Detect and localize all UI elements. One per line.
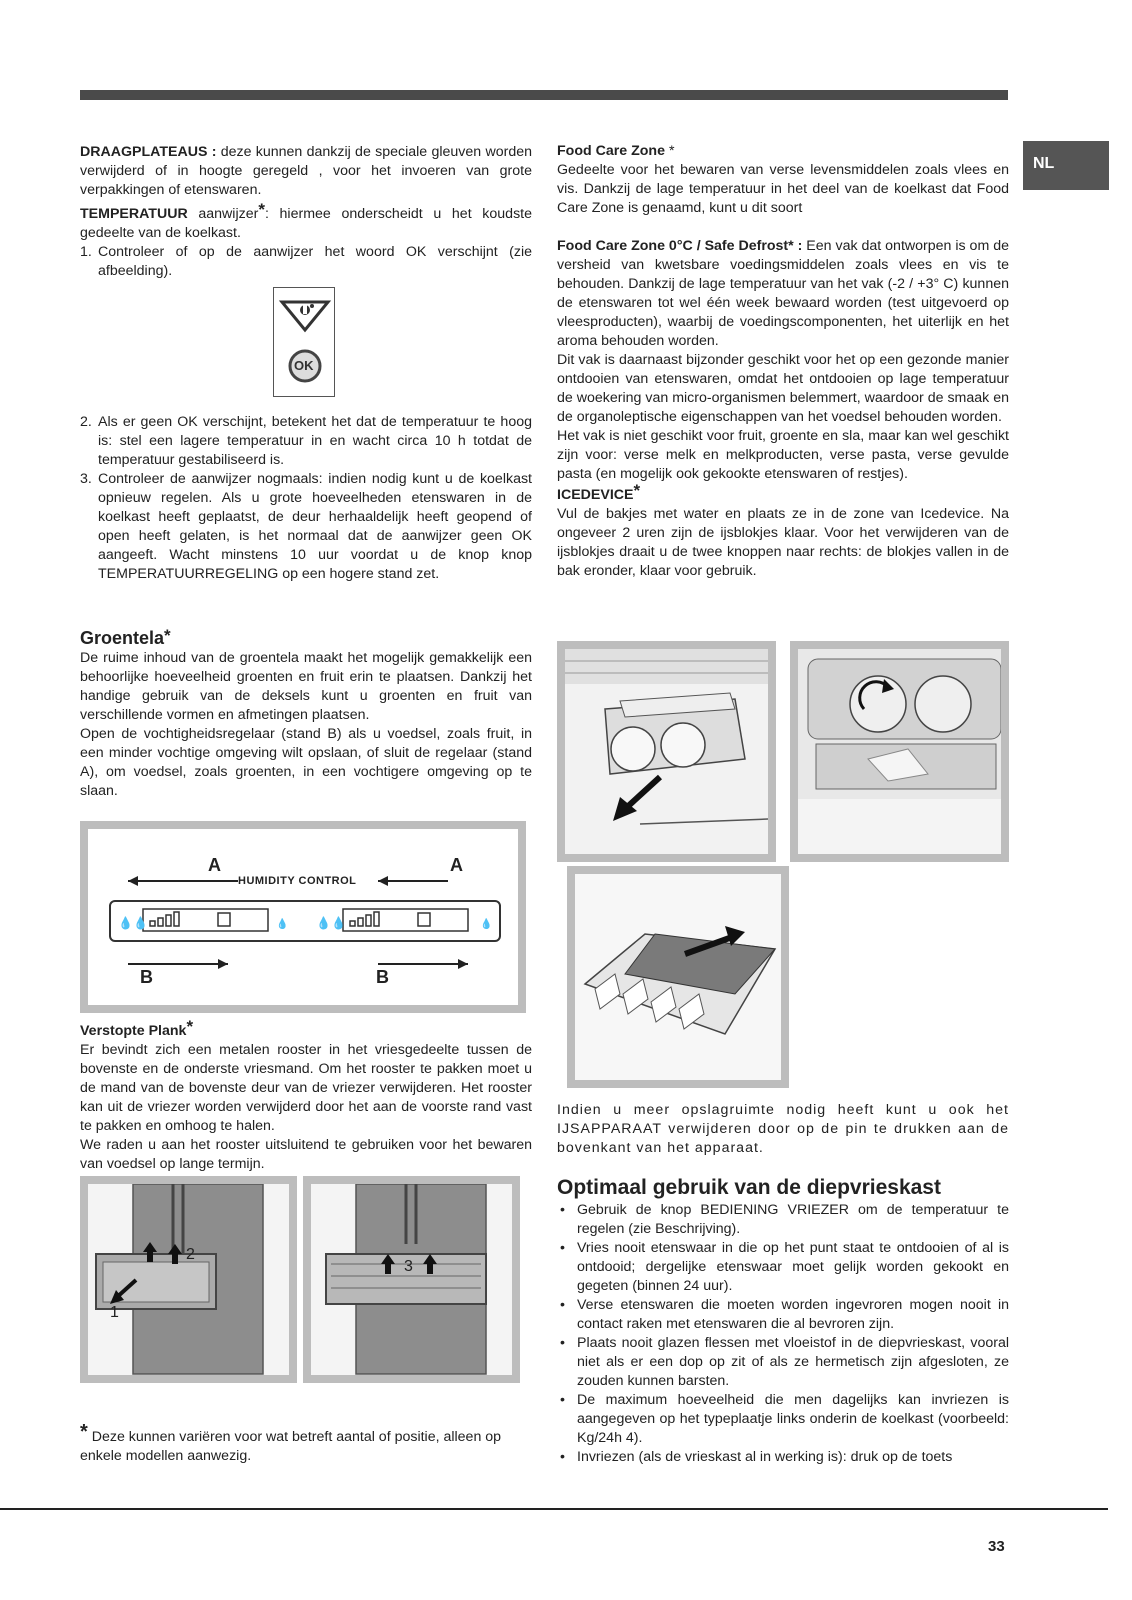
fcz-paragraph: Gedeelte voor het bewaren van verse levensmiddelen zoals vlees en vis. Dankzij de lage temperatuur in het deel van de koelkast dat Food Care Zone is genaamd, kunt u dit soort (557, 162, 1009, 216)
fcz0-paragraph-2: Dit vak is daarnaast bijzonder geschikt voor het op een gezonde manier ontdooien van etenswaren, omdat het ontdooien op lage temperatuur de woekering van micro-organismen belemmert, waardoor de smaak en de organoleptische eigenschappen van het voedsel behouden worden. (557, 352, 1009, 425)
verstopte-section (80, 1017, 532, 1174)
groentela-heading: Groentela* (80, 626, 171, 648)
verstopte-heading: Verstopte Plank* (80, 1017, 194, 1039)
humidity-control-figure (80, 821, 526, 1013)
fcz0-paragraph-3: Het vak is niet geschikt voor fruit, groente en sla, maar kan wel geschikt zijn voor: verse melk en melkproducten, verse pasta, verse gevulde pasta (en mogelijk ook gekookte etenswaren of restjes). (557, 428, 1009, 482)
step-1: 1. Controleer of op de aanwijzer het woord OK verschijnt (zie afbeelding). (80, 244, 532, 279)
optimaal-heading: Optimaal gebruik van de diepvrieskast (557, 1176, 941, 1199)
ijsapparaat-paragraph: Indien u meer opslagruimte nodig heeft kunt u ook het IJSAPPARAAT verwijderen door op de pin te drukken aan de bovenkant van het apparaat. (557, 1102, 1009, 1156)
asterisk-icon: * (258, 200, 265, 219)
asterisk-icon: * (164, 626, 171, 645)
page-number: 33 (988, 1538, 1005, 1555)
language-tab: NL (1023, 141, 1109, 190)
footnote-text: Deze kunnen variëren voor wat betreft aantal of positie, alleen op enkele modellen aanwezig. (80, 1429, 502, 1464)
draagplateaus-text: deze kunnen dankzij de speciale gleuven worden verwijderd of in hoogte geregeld , voor het invoeren van grote verpakkingen of etenswaren. (80, 144, 532, 198)
bullet-item: • Invriezen (als de vrieskast al in werking is): druk op de toets (560, 1449, 953, 1465)
freezer-drawer-figure-1 (80, 1176, 297, 1383)
asterisk-icon: * (633, 481, 641, 500)
top-rule (80, 90, 1008, 100)
bullet-item: • Vries nooit etenswaar in die op het punt staat te ontdooien of al is ontdooid; dergelijke etenswaar moet gelijk worden gekookt en gegeten (binnen 24 uur). (560, 1240, 1009, 1294)
groentela-paragraph-2: Open de vochtigheidsregelaar (stand B) als u voedsel, zoals fruit, in een minder vochtige omgeving wilt opslaan, of sluit de regelaar (stand A), om voedsel, zoals groenten, in een vochtigere omgeving op te slaan. (80, 726, 532, 799)
step-3-text: Controleer de aanwijzer nogmaals: indien nodig kunt u de koelkast opnieuw regelen. Als u grote hoeveelheden etenswaren in de koelkast heeft geplaatst, de deur herhaaldelijk heeft geopend of open heeft gelaten, is het normaal dat de aanwijzer geen OK aangeeft. Wacht minstens 10 uur voordat u de knop knop TEMPERATUURREGELING op een hogere stand zet. (98, 471, 532, 582)
svg-text:💧💧: 💧💧 (316, 916, 346, 930)
bottom-rule (0, 1508, 1108, 1510)
icedevice-paragraph: Vul de bakjes met water en plaats ze in de zone van Icedevice. Na ongeveer 2 uren zijn de ijsblokjes klaar. Voor het verwijderen van de ijsblokjes draait u de twee knoppen naar rechts: de blokjes vallen in de bak eronder, klaar voor gebruik. (557, 506, 1009, 579)
fcz0-heading: Food Care Zone 0°C / Safe Defrost* : (557, 238, 803, 254)
temperature-indicator-figure (273, 287, 335, 397)
position-a-right: A (450, 855, 463, 875)
temperatuur-title: TEMPERATUUR (80, 206, 188, 222)
footnote (80, 1421, 532, 1466)
position-a-left: A (208, 855, 221, 875)
temperatuur-word: aanwijzer (187, 206, 259, 222)
verstopte-paragraph-1: Er bevindt zich een metalen rooster in het vriesgedeelte tussen de bovenste en de onderste vriesmand. Om het rooster te pakken moet u de mand van de bovenste deur van de vriezer verwijderen. Het rooster kan uit de vriezer worden verwijderd door het aan de voorste rand vast te pakken en omhoog te halen. (80, 1042, 532, 1134)
draagplateaus-paragraph (80, 143, 532, 200)
left-column-steps (80, 413, 532, 584)
position-b-right: B (376, 967, 389, 987)
step-2-text: Als er geen OK verschijnt, betekent het dat de temperatuur te hoog is: stel een lagere temperatuur in en wacht circa 10 h totdat de temperatuur gestabiliseerd is. (98, 414, 532, 468)
step-label-2: 2 (186, 1246, 195, 1263)
position-b-left: B (140, 967, 153, 987)
svg-text:💧💧: 💧💧 (118, 916, 148, 930)
svg-text:💧: 💧 (276, 919, 289, 930)
left-column-top (80, 143, 532, 281)
step-3: 3. Controleer de aanwijzer nogmaals: indien nodig kunt u de koelkast opnieuw regelen. Als u grote hoeveelheden etenswaren in de koelkast heeft geplaatst, de deur herhaaldelijk heeft geopend of open heeft gelaten, is het normaal dat de aanwijzer geen OK aangeeft. Wacht minstens 10 uur voordat u de knop knop TEMPERATUURREGELING op een hogere stand zet. (80, 471, 532, 582)
bullet-item: • De maximum hoeveelheid die men dagelijks kan invriezen is aangegeven op het typeplaatje links onderin de koelkast (voorbeeld: Kg/24h 4). (560, 1392, 1009, 1446)
fcz0-text: Een vak dat ontworpen is om de versheid van kwetsbare voedingsmiddelen zoals vlees en vis te behouden. Dankzij de lage temperatuur van het vak (-2 / +3° C) kunnen de etenswaren tot wel één week bewaard worden (test uitgevoerd op vleesproducten), waarbij de voedingscomponenten, het uiterlijk en het aroma behouden worden. (557, 238, 1009, 349)
icedevice-heading: ICEDEVICE* (557, 481, 641, 503)
icedevice-figure-3 (567, 866, 789, 1088)
bullet-item: • Gebruik de knop BEDIENING VRIEZER om de temperatuur te regelen (zie Beschrijving). (560, 1202, 1009, 1237)
step-label-3: 3 (404, 1258, 413, 1275)
icedevice-figure-2 (790, 641, 1009, 862)
fcz0-paragraph-1 (557, 237, 1009, 351)
verstopte-paragraph-2: We raden u aan het rooster uitsluitend te gebruiken voor het bewaren van voedsel op lange termijn. (80, 1137, 532, 1172)
asterisk-icon: * (80, 1421, 88, 1443)
asterisk-icon: * (186, 1017, 194, 1036)
groentela-section (80, 627, 532, 801)
fcz-heading: Food Care Zone * (557, 143, 675, 159)
humidity-control-label: HUMIDITY CONTROL (238, 875, 357, 887)
bullet-item: • Verse etenswaren die moeten worden ingevroren mogen nooit in contact raken met etenswaren die al bevroren zijn. (560, 1297, 1009, 1332)
svg-text:💧: 💧 (480, 919, 493, 930)
bullet-item: • Plaats nooit glazen flessen met vloeistof in de diepvrieskast, vooral niet als er een dop op zit of als ze hermetisch zijn afgesloten, ze zouden kunnen barsten. (560, 1335, 1009, 1389)
icedevice-figure-1 (557, 641, 776, 862)
ok-label: OK (294, 358, 314, 373)
step-1-text: Controleer of op de aanwijzer het woord OK verschijnt (zie afbeelding). (98, 244, 532, 279)
step-2: 2. Als er geen OK verschijnt, betekent het dat de temperatuur te hoog is: stel een lagere temperatuur in en wacht circa 10 h totdat de temperatuur gestabiliseerd is. (80, 414, 532, 468)
right-column-top (557, 142, 1009, 581)
temperatuur-paragraph (80, 200, 532, 243)
freezer-drawer-figure-2 (303, 1176, 520, 1383)
temperatuur-text: : hiermee onderscheidt u het koudste gedeelte van de koelkast. (80, 206, 532, 241)
step-label-1: 1 (110, 1304, 119, 1321)
draagplateaus-title: DRAAGPLATEAUS : (80, 144, 217, 160)
groentela-paragraph-1: De ruime inhoud van de groentela maakt het mogelijk gemakkelijk een behoorlijke hoeveelheid groenten en fruit erin te plaatsen. Dankzij het handige gebruik van de deksels kunt u groenten en fruit van verschillende vormen en afmetingen plaatsen. (80, 650, 532, 723)
right-column-bottom (557, 1101, 1009, 1467)
